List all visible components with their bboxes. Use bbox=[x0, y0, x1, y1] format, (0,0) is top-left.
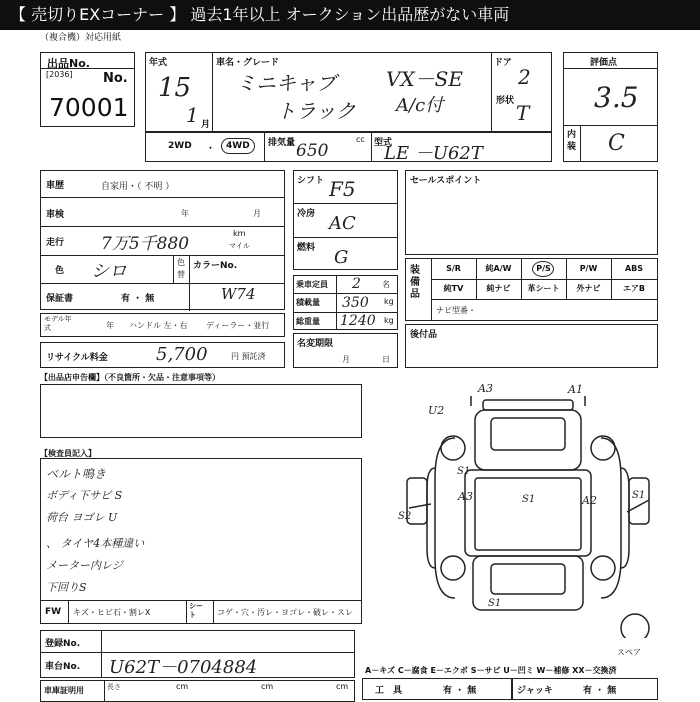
chassis-label: 車台No. bbox=[45, 662, 81, 672]
colorno-label: カラーNo. bbox=[193, 261, 238, 271]
katashiki-label: 型式 bbox=[374, 138, 393, 148]
ac-label: 冷房 bbox=[297, 209, 316, 219]
model-option: A/c付 bbox=[396, 95, 444, 116]
cert-label: 車庫証明用 bbox=[44, 686, 84, 695]
color-iro: 色 bbox=[177, 258, 185, 267]
score-value: 3.5 bbox=[594, 81, 639, 114]
year-month: 1 bbox=[186, 103, 199, 127]
registration-box bbox=[40, 630, 355, 678]
recycle-row bbox=[40, 342, 285, 368]
model-name: ミニキャブ bbox=[236, 71, 336, 95]
equip-airbag: エアB bbox=[622, 284, 646, 293]
equip-tv: 純TV bbox=[443, 284, 464, 293]
shift-label: シフト bbox=[297, 176, 325, 186]
lot-small-no: [2036] bbox=[46, 70, 73, 79]
equip-navi: 純ナビ bbox=[486, 284, 511, 293]
model-label: 車名・グレード bbox=[216, 58, 280, 68]
inspection-month: 月 bbox=[253, 209, 261, 218]
color-label: 色 bbox=[55, 266, 65, 276]
inspector-line-4: 、 タイヤ4本種違い bbox=[46, 537, 145, 550]
spare-label: スペア bbox=[617, 648, 641, 657]
score-label: 評価点 bbox=[590, 58, 618, 68]
chassis-value: U62T－0704884 bbox=[109, 657, 258, 678]
sheet-note: （複合機）対応用紙 bbox=[40, 33, 122, 43]
gross-label: 総重量 bbox=[296, 317, 320, 326]
sales-point-label: セールスポイント bbox=[410, 176, 482, 186]
capacity-box bbox=[293, 275, 398, 330]
damage-a1-top: A1 bbox=[568, 383, 583, 396]
mileage-value: 7万5千880 bbox=[101, 234, 190, 254]
damage-s1-rear: S1 bbox=[488, 598, 502, 609]
tools-row bbox=[362, 678, 512, 700]
equip-ps: P/S bbox=[536, 264, 551, 273]
damage-s1-right: S1 bbox=[632, 490, 646, 501]
inspector-line-5: メーター内レジ bbox=[46, 559, 123, 572]
banner: 【 売切りEXコーナー 】 過去1年以上 オークション出品歴がない車両 bbox=[0, 0, 700, 30]
capacity-label: 乗車定員 bbox=[296, 280, 328, 289]
history-label: 車歴 bbox=[46, 181, 65, 191]
capacity-value: 2 bbox=[352, 276, 361, 292]
fuel-value: G bbox=[334, 247, 349, 268]
aftermarket-label: 後付品 bbox=[410, 330, 438, 340]
info-table bbox=[40, 170, 285, 310]
inspector-line-6: 下回りS bbox=[46, 581, 87, 594]
shift-value: F5 bbox=[329, 177, 356, 201]
inspector-line-2: ボディ下サビ S bbox=[46, 489, 123, 502]
model-year-row bbox=[40, 313, 285, 337]
sales-point-box bbox=[405, 170, 658, 255]
damage-legend: A－キズ C－腐食 E－エクボ S－サビ U－凹ミ W－補修 XX－交換済 bbox=[365, 666, 617, 675]
registration-label: 登録No. bbox=[45, 639, 81, 649]
seller-notes-box bbox=[40, 384, 362, 438]
equipment-label: 装備品 bbox=[410, 265, 420, 300]
equip-leather: 革シート bbox=[527, 284, 560, 293]
interior-value: C bbox=[608, 131, 625, 156]
jack-row bbox=[512, 678, 658, 700]
equip-navi-model: ナビ型番・ bbox=[436, 306, 476, 315]
inspector-label: 【検査員記入】 bbox=[40, 449, 96, 458]
recycle-label: リサイクル料金 bbox=[46, 353, 108, 363]
seller-notes-label: 【出品店申告欄】（不良箇所・欠品・注意事項等） bbox=[40, 373, 220, 382]
colorno-value: W74 bbox=[221, 285, 256, 303]
equip-abs: ABS bbox=[624, 264, 644, 273]
fw-value: キズ・ヒビ石・割レX bbox=[73, 608, 151, 617]
doors-label: ドア bbox=[494, 58, 512, 68]
inspector-line-3: 荷台 ヨゴレ U bbox=[46, 511, 118, 524]
name-change-month: 月 bbox=[342, 355, 350, 364]
warranty-label: 保証書 bbox=[46, 294, 74, 304]
car-diagram bbox=[395, 378, 665, 638]
katashiki-value: LE －U62T bbox=[384, 143, 483, 164]
shape-label: 形状 bbox=[496, 96, 515, 106]
color-change: 替 bbox=[177, 270, 185, 279]
name-change-box bbox=[293, 333, 398, 368]
model-year-year: 年 bbox=[106, 321, 114, 330]
tools-label: 工 具 bbox=[375, 686, 403, 696]
gross-value: 1240 bbox=[340, 313, 376, 329]
recycle-value: 5,700 bbox=[156, 344, 208, 365]
cert-row bbox=[40, 680, 355, 702]
doors-value: 2 bbox=[518, 65, 531, 89]
inspection-year: 年 bbox=[181, 209, 189, 218]
specs-box bbox=[293, 170, 398, 270]
load-label: 積載量 bbox=[296, 298, 320, 307]
damage-s1-center: S1 bbox=[522, 494, 536, 505]
lot-number: 70001 bbox=[49, 93, 129, 122]
fw-seat-row bbox=[40, 600, 362, 624]
inspector-line-1: ベルト鳴き bbox=[46, 467, 107, 481]
inspection-label: 車検 bbox=[46, 210, 65, 220]
seat-value: コゲ・穴・汚レ・ヨゴレ・破レ・スレ bbox=[217, 608, 353, 617]
mileage-label: 走行 bbox=[46, 238, 65, 248]
fw-label: FW bbox=[45, 607, 62, 617]
seat-label: シート bbox=[189, 602, 203, 619]
damage-u2: U2 bbox=[428, 404, 445, 417]
history-value: 自家用・（ 不明 ） bbox=[101, 182, 175, 192]
color-value: シロ bbox=[91, 261, 127, 282]
damage-a2: A2 bbox=[582, 494, 597, 507]
load-unit: kg bbox=[384, 297, 394, 306]
damage-s2: S2 bbox=[398, 511, 412, 522]
drive-2wd: 2WD bbox=[168, 141, 192, 151]
lot-no-label: No. bbox=[103, 71, 128, 86]
jack-label: ジャッキ bbox=[517, 686, 553, 696]
model-year-label: モデル年式 bbox=[44, 315, 72, 332]
warranty-value: 有 ・ 無 bbox=[121, 294, 155, 304]
lot-label: 出品No. bbox=[47, 57, 90, 70]
interior-label: 内装 bbox=[567, 130, 577, 152]
displacement-value: 650 bbox=[296, 141, 329, 161]
mileage-km: km bbox=[233, 229, 246, 238]
jack-value: 有 ・ 無 bbox=[583, 686, 617, 696]
damage-a3-side: A3 bbox=[458, 490, 473, 503]
model-year-handle: ハンドル 左・右 bbox=[129, 321, 188, 330]
model-year-dealer: ディーラー・並行 bbox=[206, 321, 270, 330]
tools-value: 有 ・ 無 bbox=[443, 686, 477, 696]
cert-length: 長さ bbox=[107, 683, 121, 691]
equip-sr: S/R bbox=[446, 264, 461, 273]
shape-value: T bbox=[516, 101, 530, 125]
inspector-box bbox=[40, 458, 362, 600]
name-change-label: 名変期限 bbox=[297, 339, 334, 349]
equip-aw: 純A/W bbox=[485, 264, 512, 273]
cc-unit: cc bbox=[356, 135, 365, 144]
year-label: 年式 bbox=[149, 58, 168, 68]
drive-4wd: 4WD bbox=[221, 138, 255, 154]
gross-unit: kg bbox=[384, 316, 394, 325]
capacity-unit: 名 bbox=[382, 280, 390, 289]
recycle-unit: 円 預託済 bbox=[231, 352, 266, 361]
damage-s1-left: S1 bbox=[457, 466, 471, 477]
year-value: 15 bbox=[158, 73, 192, 103]
lot-box bbox=[40, 52, 135, 127]
model-grade: VX－SE bbox=[386, 67, 463, 91]
aftermarket-box bbox=[405, 324, 658, 368]
drive-box: 2WD ・ 4WD 排気量 650 cc 型式 LE －U62T bbox=[145, 132, 552, 162]
load-value: 350 bbox=[342, 295, 369, 311]
fuel-label: 燃料 bbox=[297, 243, 316, 253]
equip-pw: P/W bbox=[579, 264, 598, 273]
cert-cm-1: cm bbox=[176, 682, 189, 691]
displacement-label: 排気量 bbox=[268, 138, 296, 148]
equip-ps-circle bbox=[532, 261, 554, 277]
model-type: トラック bbox=[276, 99, 356, 123]
month-unit: 月 bbox=[201, 120, 211, 130]
equip-ext-navi: 外ナビ bbox=[576, 284, 601, 293]
ac-value: AC bbox=[329, 213, 356, 234]
mileage-mile: マイル bbox=[229, 242, 250, 250]
damage-a3-top: A3 bbox=[478, 382, 493, 395]
vehicle-box bbox=[145, 52, 552, 132]
name-change-day: 日 bbox=[382, 355, 390, 364]
equipment-box bbox=[405, 258, 658, 321]
cert-cm-2: cm bbox=[261, 682, 274, 691]
score-box bbox=[563, 52, 658, 162]
cert-cm-3: cm bbox=[336, 682, 349, 691]
